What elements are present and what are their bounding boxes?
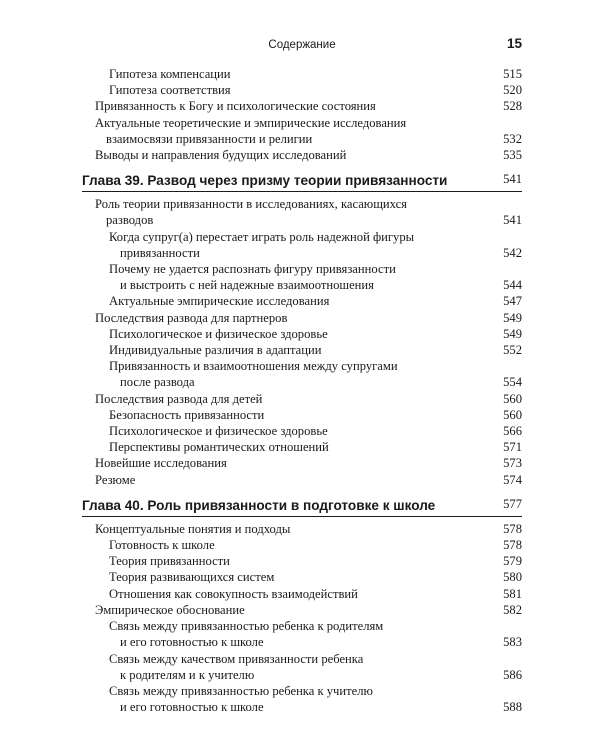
toc-chapter-heading	[82, 171, 522, 192]
toc-entry	[82, 196, 522, 228]
toc-entry-page-number: 580	[503, 570, 522, 585]
chapter-title: Глава 39. Развод через призму теории привязанности	[82, 173, 448, 189]
toc-entry-title	[109, 586, 476, 602]
toc-entry	[82, 651, 522, 683]
toc-entry-page-number: 560	[503, 391, 522, 406]
toc-entry-line: Последствия развода для партнеров	[95, 310, 288, 325]
toc-entry-page-number: 586	[503, 667, 522, 682]
toc-entry-line: Готовность к школе	[109, 538, 215, 553]
toc-entry-line: Новейшие исследования	[95, 456, 227, 471]
toc-entry-continuation: и его готовностью к школе	[120, 700, 264, 715]
toc-entry-title	[109, 326, 476, 342]
toc-entry	[82, 358, 522, 390]
toc-entry-line: Перспективы романтических отношений	[109, 440, 329, 455]
toc-entry-continuation: взаимосвязи привязанности и религии	[106, 131, 313, 146]
toc-entry-title	[109, 407, 476, 423]
toc-entry-page-number: 578	[503, 538, 522, 553]
toc-entry-page-number: 583	[503, 635, 522, 650]
toc-entry-title	[109, 683, 476, 715]
toc-entry-line: Связь между привязанностью ребенка к учителю	[109, 683, 373, 698]
toc-entry-line: Связь между качеством привязанности ребенка	[109, 651, 364, 666]
toc-entry	[82, 407, 522, 423]
toc-entry	[82, 553, 522, 569]
toc-entry-line: Эмпирическое обоснование	[95, 602, 245, 617]
toc-entry-title	[109, 439, 476, 455]
toc-entry-page-number: 573	[503, 456, 522, 471]
toc-entry-continuation: разводов	[106, 213, 154, 228]
chapter-page-number: 577	[503, 496, 522, 511]
toc-entry-title	[95, 602, 476, 618]
toc-entry	[82, 537, 522, 553]
toc-entry-page-number: 520	[503, 83, 522, 98]
toc-entry-page-number: 552	[503, 343, 522, 358]
toc-entry-page-number: 566	[503, 424, 522, 439]
toc-entry	[82, 569, 522, 585]
toc-entry-page-number: 571	[503, 440, 522, 455]
toc-entry-line: Отношения как совокупность взаимодействий	[109, 586, 358, 601]
toc-entry-title	[95, 455, 476, 471]
toc-entry-title	[109, 293, 476, 309]
running-header	[82, 36, 522, 56]
toc-entry-page-number: 560	[503, 407, 522, 422]
toc-entry	[82, 310, 522, 326]
toc-entry-line: Резюме	[95, 472, 136, 487]
toc-entry-title	[95, 391, 476, 407]
toc-entry-title	[109, 82, 476, 98]
toc-entry-continuation: к родителям и к учителю	[120, 667, 255, 682]
toc-entry-page-number: 581	[503, 586, 522, 601]
toc-entry-title	[109, 569, 476, 585]
chapter-title: Глава 40. Роль привязанности в подготовке к школе	[82, 497, 436, 513]
toc-entry-page-number: 588	[503, 700, 522, 715]
toc-entry-page-number: 549	[503, 326, 522, 341]
toc-entry-line: Роль теории привязанности в исследованиях, касающихся	[95, 197, 407, 212]
toc-entry-page-number: 515	[503, 67, 522, 81]
toc-entry-page-number: 574	[503, 472, 522, 487]
toc-entry-title	[109, 261, 476, 293]
toc-entry-line: Концептуальные понятия и подходы	[95, 521, 291, 536]
toc-entry-line: Гипотеза компенсации	[109, 67, 231, 81]
page-number: 15	[506, 36, 522, 51]
toc-entry	[82, 261, 522, 293]
toc-entry-line: Привязанность к Богу и психологические состояния	[95, 99, 376, 114]
toc-entry-page-number: 541	[503, 213, 522, 228]
toc-entry-line: Теория развивающихся систем	[109, 570, 275, 585]
toc-entry-title	[95, 310, 476, 326]
toc-entry-line: Индивидуальные различия в адаптации	[109, 343, 322, 358]
toc-entry-line: Актуальные теоретические и эмпирические исследования	[95, 115, 407, 130]
table-of-contents	[82, 66, 522, 715]
toc-entry	[82, 229, 522, 261]
toc-entry-line: Почему не удается распознать фигуру привязанности	[109, 262, 396, 277]
toc-entry-page-number: 535	[503, 148, 522, 163]
toc-entry	[82, 602, 522, 618]
toc-entry-page-number: 554	[503, 375, 522, 390]
toc-entry-line: Когда супруг(а) перестает играть роль надежной фигуры	[109, 229, 415, 244]
toc-entry-title	[109, 342, 476, 358]
toc-entry	[82, 98, 522, 114]
toc-entry-page-number: 544	[503, 278, 522, 293]
toc-entry	[82, 586, 522, 602]
toc-entry-page-number: 549	[503, 310, 522, 325]
toc-entry-page-number: 528	[503, 99, 522, 114]
toc-entry	[82, 472, 522, 488]
toc-entry-line: Актуальные эмпирические исследования	[109, 294, 330, 309]
toc-entry-continuation: после развода	[120, 375, 195, 390]
toc-entry-title	[95, 521, 476, 537]
running-header-title: Содержание	[268, 39, 336, 51]
toc-entry-line: Выводы и направления будущих исследований	[95, 148, 347, 163]
toc-entry-title	[109, 423, 476, 439]
toc-entry-continuation: и его готовностью к школе	[120, 635, 264, 650]
toc-entry-title	[95, 147, 476, 163]
toc-entry-title	[95, 115, 476, 147]
toc-entry	[82, 66, 522, 82]
toc-entry-page-number: 532	[503, 131, 522, 146]
toc-entry-line: Связь между привязанностью ребенка к родителям	[109, 619, 384, 634]
toc-entry-title	[95, 196, 476, 228]
toc-entry-page-number: 578	[503, 521, 522, 536]
toc-entry-page-number: 547	[503, 294, 522, 309]
toc-entry-line: Психологическое и физическое здоровье	[109, 424, 328, 439]
toc-entry	[82, 293, 522, 309]
toc-entry-page-number: 582	[503, 602, 522, 617]
toc-entry	[82, 147, 522, 163]
toc-entry-title	[109, 537, 476, 553]
toc-entry-continuation: привязанности	[120, 245, 200, 260]
toc-entry-title	[109, 66, 476, 82]
toc-entry-line: Теория привязанности	[109, 554, 230, 569]
toc-entry-title	[109, 358, 476, 390]
toc-entry	[82, 683, 522, 715]
chapter-page-number: 541	[503, 172, 522, 187]
toc-entry	[82, 439, 522, 455]
toc-entry-page-number: 579	[503, 554, 522, 569]
toc-entry	[82, 391, 522, 407]
toc-entry-title	[109, 553, 476, 569]
toc-entry	[82, 423, 522, 439]
toc-entry	[82, 342, 522, 358]
toc-entry	[82, 521, 522, 537]
toc-entry	[82, 82, 522, 98]
toc-entry	[82, 115, 522, 147]
toc-chapter-heading	[82, 496, 522, 517]
toc-entry-title	[109, 229, 476, 261]
toc-entry-continuation: и выстроить с ней надежные взаимоотношения	[120, 278, 374, 293]
toc-entry-title	[109, 618, 476, 650]
toc-entry-line: Последствия развода для детей	[95, 391, 263, 406]
toc-entry	[82, 618, 522, 650]
toc-entry-title	[95, 472, 476, 488]
toc-entry-line: Безопасность привязанности	[109, 407, 265, 422]
toc-entry	[82, 326, 522, 342]
toc-entry-line: Привязанность и взаимоотношения между супругами	[109, 359, 398, 374]
toc-entry-title	[95, 98, 476, 114]
toc-entry	[82, 455, 522, 471]
toc-entry-line: Гипотеза соответствия	[109, 83, 231, 98]
toc-entry-title	[109, 651, 476, 683]
toc-entry-page-number: 542	[503, 245, 522, 260]
toc-entry-line: Психологическое и физическое здоровье	[109, 326, 328, 341]
